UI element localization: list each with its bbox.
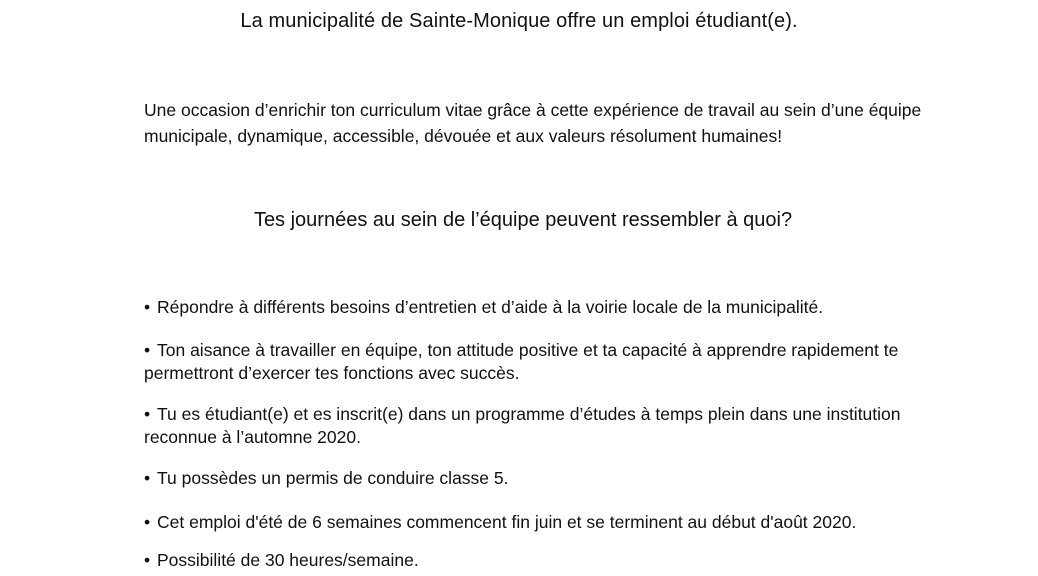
intro-paragraph: Une occasion d’enrichir ton curriculum vitae grâce à cette expérience de travail au sein d’une équipe municipale, dynamique, accessible, dévouée et aux valeurs résolument humaines! [144, 100, 922, 146]
bullet-text: Cet emploi d'été de 6 semaines commencent fin juin et se terminent au début d'août 2020. [157, 512, 857, 532]
bullet-text: Ton aisance à travailler en équipe, ton attitude positive et ta capacité à apprendre rapidement te permettront d’exercer tes fonctions avec succès. [144, 340, 899, 383]
bullet-item [144, 339, 944, 385]
bullet-symbol: • [144, 550, 151, 570]
bullet-item [144, 403, 944, 449]
bullet-symbol: • [144, 297, 151, 317]
bullet-item [144, 296, 944, 319]
bullet-symbol: • [144, 468, 151, 488]
bullet-symbol: • [144, 340, 151, 360]
bullet-text: Possibilité de 30 heures/semaine. [157, 550, 419, 570]
bullet-text: Tu possèdes un permis de conduire classe 5. [157, 468, 509, 488]
bullet-item [144, 511, 944, 534]
bullet-item [144, 467, 944, 490]
section-heading: Tes journées au sein de l’équipe peuvent ressembler à quoi? [253, 209, 793, 231]
bullet-text: Répondre à différents besoins d’entretien et d’aide à la voirie locale de la municipalité. [157, 297, 824, 317]
document-title: La municipalité de Sainte-Monique offre un emploi étudiant(e). [240, 10, 798, 32]
bullet-text: Tu es étudiant(e) et es inscrit(e) dans un programme d’études à temps plein dans une institution reconnue à l’automne 2020. [144, 404, 901, 447]
bullet-item [144, 549, 944, 572]
bullet-symbol: • [144, 404, 151, 424]
bullet-symbol: • [144, 512, 151, 532]
